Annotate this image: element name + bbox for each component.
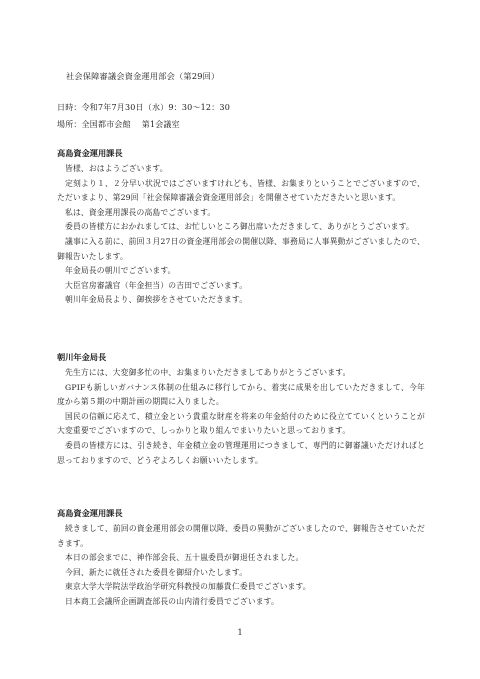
speech-section	[57, 148, 425, 308]
speech-paragraph: 朝川年金局長より、御挨拶をさせていただきます。	[65, 295, 248, 305]
speech-paragraph: 委員の皆様方には、引き続き、年金積立金の管理運用につきまして、専門的に御審議いただければと思っておりますので、どうぞよろしくお願いいたします。	[57, 440, 425, 465]
speaker-name: 高島資金運用課長	[57, 148, 123, 158]
speech-paragraph: 今回、新たに就任された委員を御紹介いたします。	[65, 567, 248, 577]
speech-paragraph: 定刻より１、２分早い状況ではございますけれども、皆様、お集まりということでございますので、ただいまより、第29回「社会保障審議会資金運用部会」を開催させていただきたいと思います。	[57, 178, 425, 203]
speech-paragraph: 続きまして、前回の資金運用部会の開催以降、委員の異動がございましたので、御報告させていただきます。	[57, 524, 425, 548]
speech-paragraph: 日本商工会議所企画調査部長の山内清行委員でございます。	[65, 596, 279, 606]
speech-paragraph: 皆様、おはようございます。	[65, 164, 168, 173]
speech-section	[57, 352, 425, 468]
speech-paragraph: 議事に入る前に、前回３月27日の資金運用部会の開催以降、事務局に人事異動がございましたので、御報告いたします。	[57, 236, 425, 261]
speech-paragraph: 本日の部会までに、神作部会長、五十嵐委員が御退任されました。	[65, 553, 304, 563]
speech-paragraph: 年金局長の朝川でございます。	[65, 266, 176, 276]
document-title: 社会保障審議会資金運用部会（第29回）	[66, 71, 220, 81]
speaker-name: 朝川年金局長	[57, 352, 107, 362]
speaker-name: 高島資金運用課長	[57, 508, 123, 518]
meeting-place: 場所：全国都市会館 第1会議室	[57, 120, 180, 129]
meeting-date: 日時：令和7年7月30日（水）9：30〜12：30	[57, 103, 230, 112]
speech-paragraph: GPIFも新しいガバナンス体制の仕組みに移行してから、着実に成果を出していただきまして、今年度から第５期の中期計画の期間に入りました。	[57, 382, 425, 407]
speech-paragraph: 委員の皆様方におかれましては、お忙しいところ御出席いただきまして、ありがとうございます。	[65, 222, 414, 232]
speech-section	[57, 508, 425, 610]
speech-paragraph: 国民の信頼に応えて、積立金という貴重な財産を将来の年金給付のために役立てていくということが大変重要でございますので、しっかりと取り組んでまいりたいと思っております。	[57, 411, 425, 436]
page-number: 1	[237, 628, 243, 637]
speech-paragraph: 私は、資金運用課長の高島でございます。	[65, 207, 216, 217]
speech-paragraph: 東京大学大学院法学政治学研究科教授の加藤貴仁委員でございます。	[65, 582, 311, 592]
speech-paragraph: 大臣官房審議官（年金担当）の吉田でございます。	[65, 280, 248, 290]
speech-paragraph: 先生方には、大変御多忙の中、お集まりいただきましてありがとうございます。	[65, 368, 351, 377]
